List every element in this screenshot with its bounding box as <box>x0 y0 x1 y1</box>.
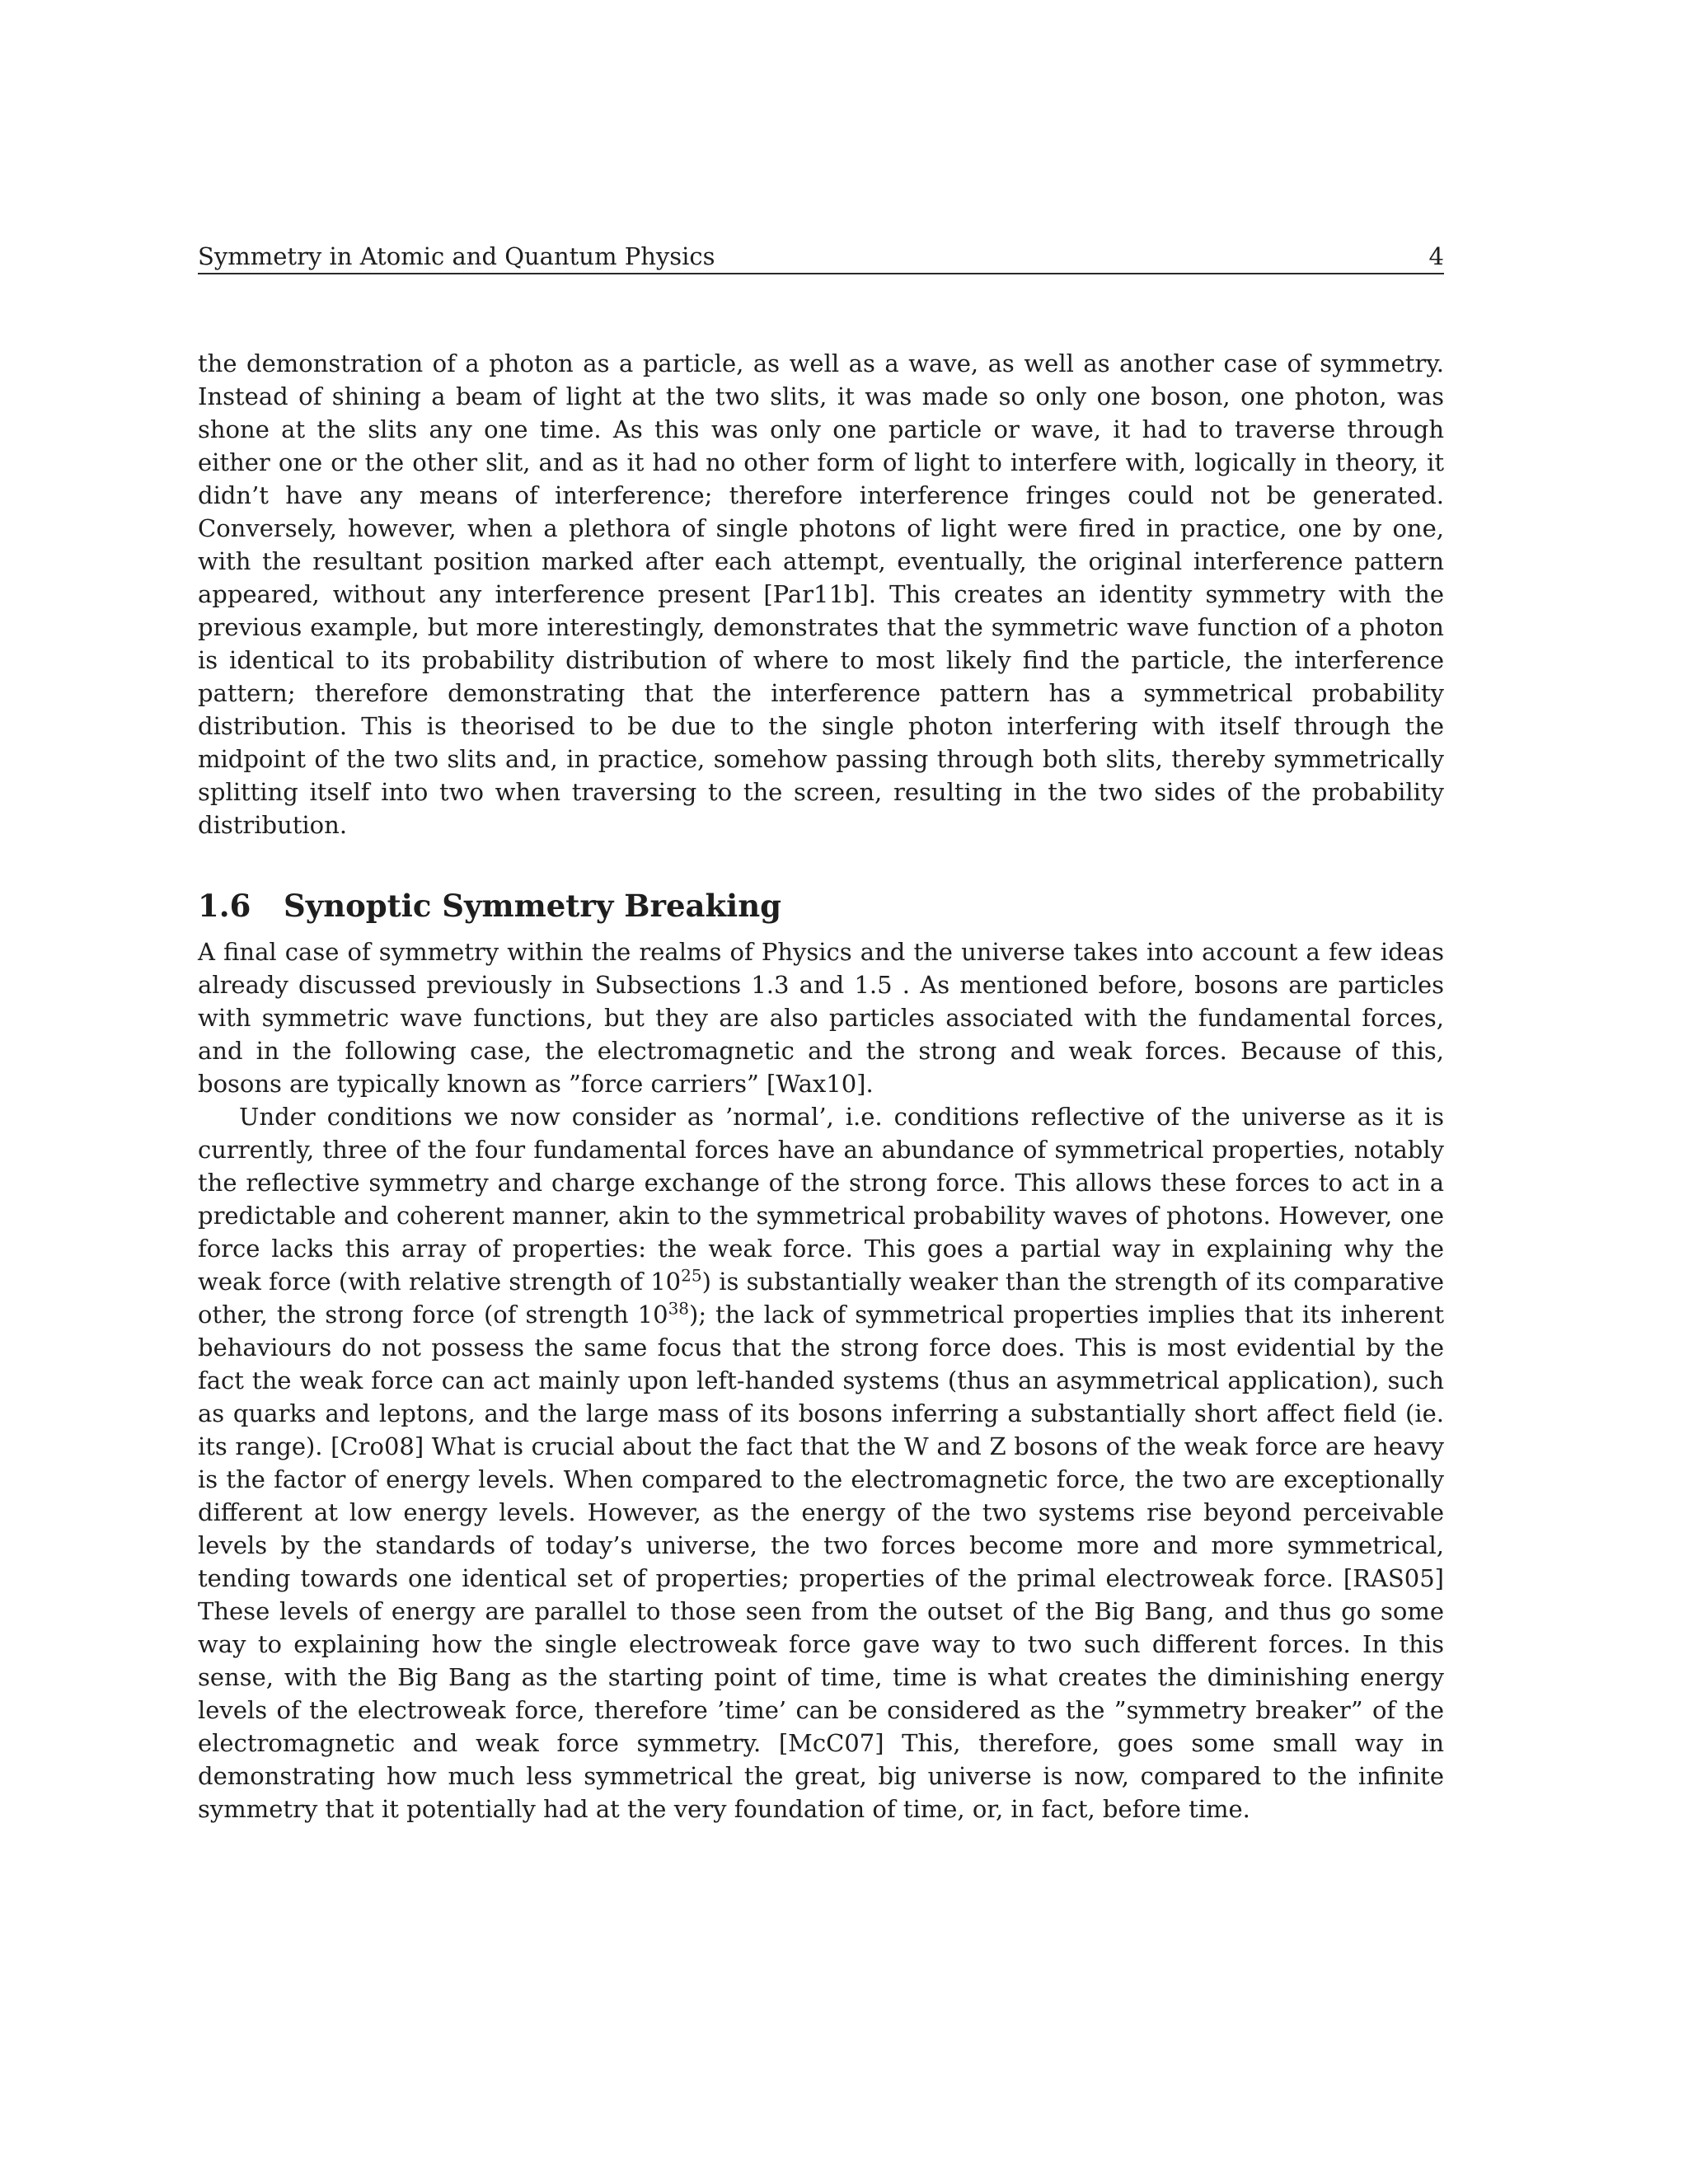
paragraph-2-part-b: ) is substantially weaker than the strength of its comparative other, the strong force (of strength 10 <box>198 1268 1444 1329</box>
header-title: Symmetry in Atomic and Quantum Physics <box>198 242 715 270</box>
section-title: Synoptic Symmetry Breaking <box>284 888 781 924</box>
page-body <box>198 347 1444 1825</box>
continued-paragraph: the demonstration of a photon as a particle, as well as a wave, as well as another case of symmetry. Instead of shining a beam of light at the two slits, it was made so only one boson, one photon, was shone at the slits any one time. As this was only one particle or wave, it had to traverse through either one or the other slit, and as it had no other form of light to interfere with, logically in theory, it didn’t have any means of interference; therefore interference fringes could not be generated. Conversely, however, when a plethora of single photons of light were fired in practice, one by one, with the resultant position marked after each attempt, eventually, the original interference pattern appeared, without any interference present [Par11b]. This creates an identity symmetry with the previous example, but more interestingly, demonstrates that the symmetric wave function of a photon is identical to its probability distribution of where to most likely find the particle, the interference pattern; therefore demonstrating that the interference pattern has a symmetrical probability distribution. This is theorised to be due to the single photon interfering with itself through the midpoint of the two slits and, in practice, somehow passing through both slits, thereby symmetrically splitting itself into two when traversing to the screen, resulting in the two sides of the probability distribution. <box>198 349 1444 839</box>
section-paragraph-2 <box>198 1100 1444 1825</box>
section-heading <box>198 886 1444 926</box>
section-number: 1.6 <box>198 888 251 924</box>
page-number: 4 <box>1428 242 1444 270</box>
paragraph-2-part-a: Under conditions we now consider as ’normal’, i.e. conditions reflective of the universe as it is currently, three of the four fundamental forces have an abundance of symmetrical properties, notably the reflective symmetry and charge exchange of the strong force. This allows these forces to act in a predictable and coherent manner, akin to the symmetrical probability waves of photons. However, one force lacks this array of properties: the weak force. This goes a partial way in explaining why the weak force (with relative strength of 10 <box>198 1103 1444 1296</box>
section-paragraph-1: A final case of symmetry within the realms of Physics and the universe takes into account a few ideas already discussed previously in Subsections 1.3 and 1.5 . As mentioned before, bosons are particles with symmetric wave functions, but they are also particles associated with the fundamental forces, and in the following case, the electromagnetic and the strong and weak forces. Because of this, bosons are typically known as ”force carriers” [Wax10]. <box>198 938 1444 1098</box>
running-header <box>198 240 1444 274</box>
exponent-25: 25 <box>681 1265 702 1286</box>
paragraph-2-part-c: ); the lack of symmetrical properties implies that its inherent behaviours do not possess the same focus that the strong force does. This is most evidential by the fact the weak force can act mainly upon left-handed systems (thus an asymmetrical application), such as quarks and leptons, and the large mass of its bosons inferring a substantially short affect field (ie. its range). [Cro08] What is crucial about the fact that the W and Z bosons of the weak force are heavy is the factor of energy levels. When compared to the electromagnetic force, the two are exceptionally different at low energy levels. However, as the energy of the two systems rise beyond perceivable levels by the standards of today’s universe, the two forces become more and more symmetrical, tending towards one identical set of properties; properties of the primal electroweak force. [RAS05] These levels of energy are parallel to those seen from the outset of the Big Bang, and thus go some way to explaining how the single electroweak force gave way to two such different forces. In this sense, with the Big Bang as the starting point of time, time is what creates the diminishing energy levels of the electroweak force, therefore ’time’ can be considered as the ”symmetry breaker” of the electromagnetic and weak force symmetry. [McC07] This, therefore, goes some small way in demonstrating how much less symmetrical the great, big universe is now, compared to the infinite symmetry that it potentially had at the very foundation of time, or, in fact, before time. <box>198 1301 1444 1823</box>
exponent-38: 38 <box>668 1298 690 1319</box>
